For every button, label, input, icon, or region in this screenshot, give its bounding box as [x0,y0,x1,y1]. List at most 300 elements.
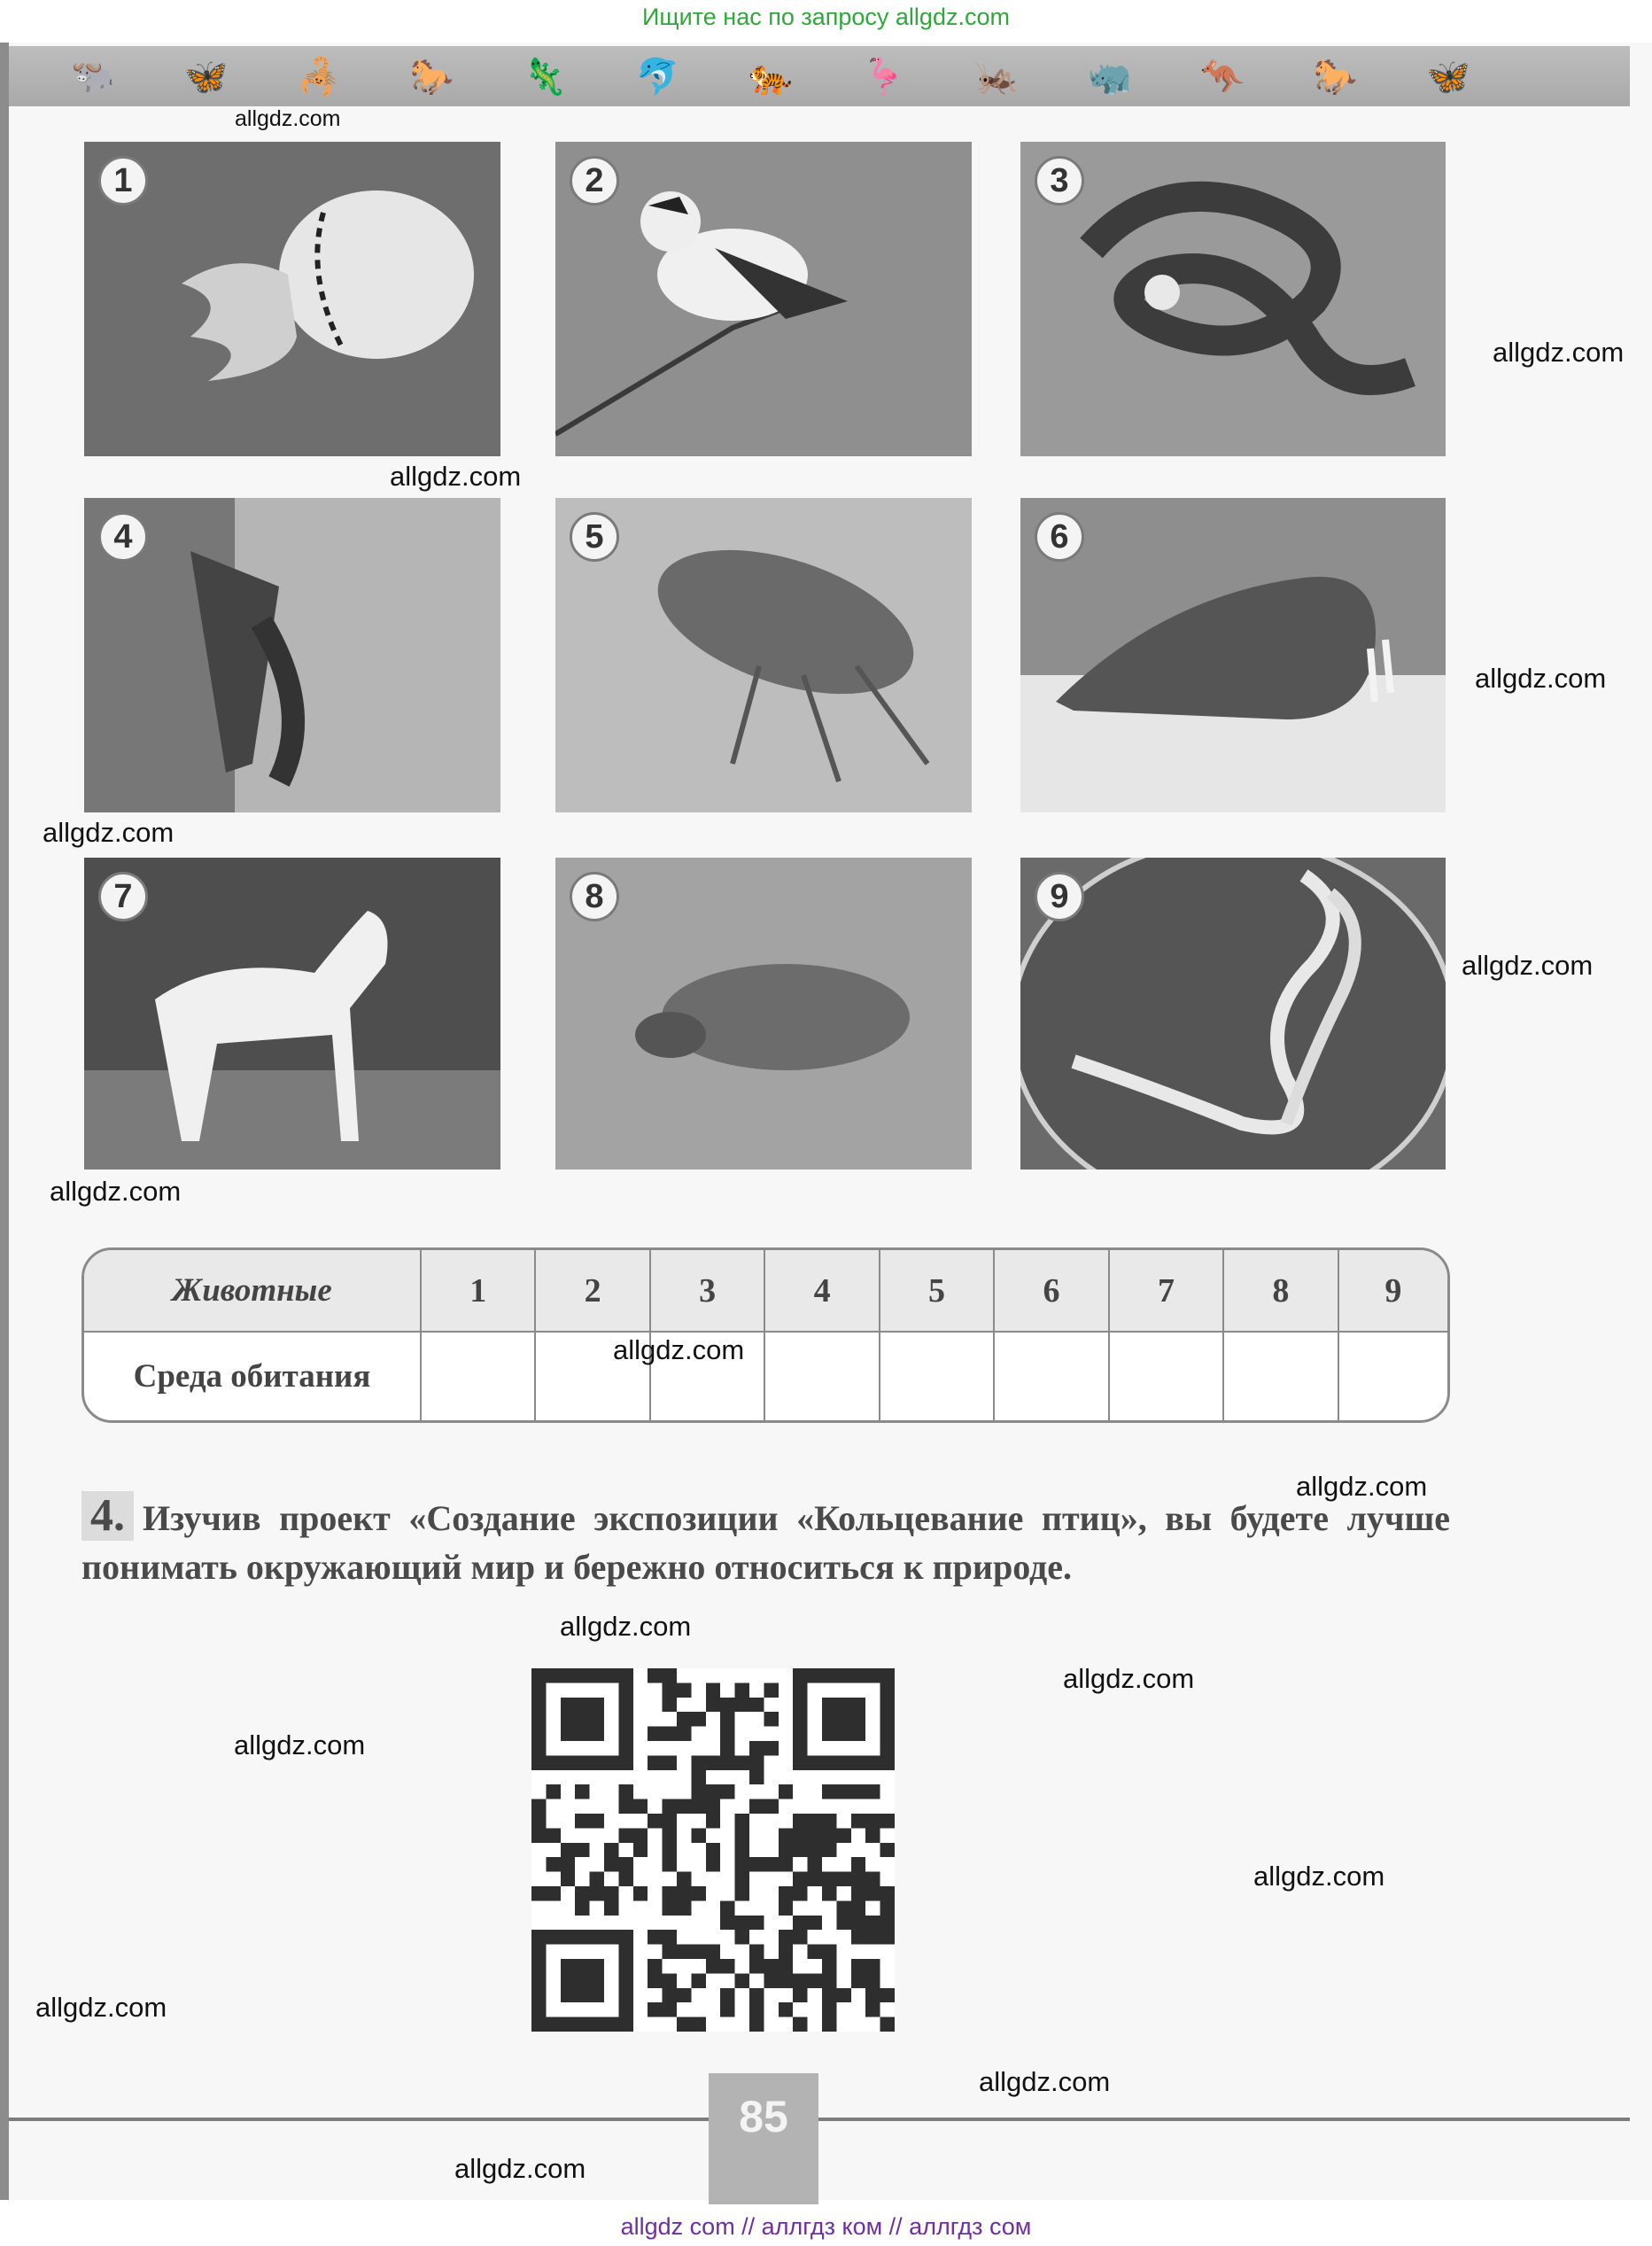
photo-number-badge: 8 [570,872,619,921]
qr-module [865,1668,880,1683]
qr-module [851,1727,865,1741]
qr-module [808,1945,822,1959]
qr-module [851,1668,865,1683]
qr-module [779,1857,793,1871]
qr-module [575,1900,589,1915]
qr-module [749,2002,764,2017]
qr-module [618,2002,632,2017]
qr-module [618,2017,632,2032]
bat-image [84,498,500,812]
qr-module [822,1668,836,1683]
answer-cell[interactable] [764,1332,879,1420]
qr-module [749,1857,764,1871]
qr-module [851,1857,865,1871]
qr-module [604,1886,618,1900]
watermark: allgdz.com [454,2153,586,2184]
qr-module [590,1872,604,1886]
qr-module [735,1828,749,1842]
qr-module [677,1945,691,1959]
qr-module [677,1988,691,2002]
qr-module [865,1988,880,2002]
qr-module [546,1668,560,1683]
qr-module [808,1916,822,1930]
qr-module [677,1727,691,1741]
qr-module [720,1741,734,1755]
qr-module [793,1755,807,1769]
qr-module [735,1930,749,1944]
qr-module [706,1799,720,1814]
qr-module [836,1727,850,1741]
qr-module [531,1828,546,1842]
qr-module [618,1973,632,1987]
qr-module [575,1886,589,1900]
task-number: 4. [81,1491,134,1541]
photo-number-badge: 1 [98,156,148,206]
qr-module [706,1843,720,1857]
photo-7-dog [84,858,500,1170]
qr-module [779,1930,793,1944]
qr-module [822,1945,836,1959]
answer-cell[interactable] [1109,1332,1223,1420]
qr-module [706,1814,720,1828]
qr-module [793,1698,807,1712]
qr-module [880,1683,895,1697]
qr-module [851,1872,865,1886]
qr-module [720,1916,734,1930]
qr-module [648,1727,662,1741]
qr-module [822,1872,836,1886]
qr-module [633,1828,648,1842]
watermark: allgdz.com [1063,1663,1195,1694]
qr-module [561,1843,575,1857]
qr-module [836,1755,850,1769]
qr-module [691,1755,705,1769]
qr-module [836,1988,850,2002]
qr-module [531,1959,546,1973]
qr-module [648,2002,662,2017]
qr-module [618,1755,632,1769]
qr-module [590,2017,604,2032]
qr-module [691,1945,705,1959]
qr-module [648,1959,662,1973]
qr-module [880,1741,895,1755]
header-animal-icons [71,55,1470,99]
qr-module [663,1843,677,1857]
page-edge [0,43,9,2200]
qr-module [575,1959,589,1973]
qr-code[interactable] [531,1668,895,2032]
bison-icon: 🐃 [71,58,115,97]
photo-2-bird [555,142,972,456]
qr-module [793,1712,807,1726]
top-banner[interactable]: Ищите нас по запросу allgdz.com [642,4,1010,30]
qr-module [706,1945,720,1959]
qr-module [808,1828,822,1842]
scorpion-icon: 🦂 [297,58,341,97]
qr-module [648,1814,662,1828]
watermark: allgdz.com [1462,950,1594,981]
qr-module [749,1755,764,1769]
qr-module [779,1973,793,1987]
qr-module [531,1945,546,1959]
kangaroo-icon: 🦘 [1200,58,1245,97]
qr-module [779,1945,793,1959]
qr-module [749,1959,764,1973]
qr-module [865,1872,880,1886]
qr-module [691,1770,705,1784]
photo-number-badge: 5 [570,512,619,562]
qr-module [575,1784,589,1799]
qr-module [575,1814,589,1828]
qr-module [880,1755,895,1769]
qr-module [735,1843,749,1857]
qr-module [735,1916,749,1930]
footer-rule [9,2118,1630,2121]
photo-number-badge: 4 [98,512,148,562]
qr-module [749,1698,764,1712]
qr-module [590,1814,604,1828]
qr-module [663,1945,677,1959]
qr-module [561,1973,575,1987]
horse-icon: 🐎 [409,58,454,97]
flea-image [555,498,972,812]
qr-module [561,1727,575,1741]
qr-module [836,1712,850,1726]
qr-module [865,1916,880,1930]
qr-module [793,1843,807,1857]
qr-module [808,1814,822,1828]
qr-module [793,1814,807,1828]
qr-module [590,1973,604,1987]
qr-module [779,2002,793,2017]
qr-module [749,1945,764,1959]
qr-module [648,1668,662,1683]
column-header: 6 [994,1250,1108,1332]
photo-8-mole [555,858,972,1170]
qr-module [880,1843,895,1857]
photo-9-worms [1020,858,1446,1170]
qr-module [590,1698,604,1712]
qr-module [808,1857,822,1871]
qr-code-image [531,1668,895,2032]
qr-module [720,2002,734,2017]
watermark: allgdz.com [234,1729,366,1760]
qr-module [822,1755,836,1769]
qr-module [749,1799,764,1814]
photo-number-badge: 2 [570,156,619,206]
qr-module [575,1668,589,1683]
qr-module [720,1712,734,1726]
qr-module [604,1755,618,1769]
qr-module [663,1698,677,1712]
watermark: allgdz.com [1296,1471,1428,1502]
qr-module [749,1741,764,1755]
qr-module [561,2017,575,2032]
qr-module [822,1814,836,1828]
qr-module [779,1828,793,1842]
qr-module [764,1683,778,1697]
qr-module [735,1698,749,1712]
column-header: 1 [421,1250,535,1332]
qr-module [590,1886,604,1900]
qr-module [677,1683,691,1697]
qr-module [531,1814,546,1828]
qr-module [793,1886,807,1900]
qr-module [663,2002,677,2017]
qr-module [531,1930,546,1944]
watermark: allgdz.com [613,1334,745,1365]
qr-module [561,1755,575,1769]
bird-image [555,142,972,456]
qr-module [618,1828,632,1842]
qr-module [618,1668,632,1683]
qr-module [677,1799,691,1814]
qr-module [546,1886,560,1900]
qr-module [677,1900,691,1915]
qr-module [720,1698,734,1712]
habitat-header: Среда обитания [84,1332,421,1420]
qr-module [822,1886,836,1900]
qr-module [836,1916,850,1930]
qr-module [720,1959,734,1973]
watermark: allgdz.com [390,461,522,492]
qr-module [531,1712,546,1726]
qr-module [531,1988,546,2002]
rhino-icon: 🦏 [1087,58,1132,97]
qr-module [648,1930,662,1944]
photo-number-badge: 9 [1035,872,1084,921]
butterfly-icon: 🦋 [183,58,229,97]
qr-module [663,1857,677,1871]
photo-1-jellyfish [84,142,500,456]
qr-module [691,1799,705,1814]
snake-image [1020,142,1446,456]
qr-module [691,1828,705,1842]
qr-module [663,1668,677,1683]
qr-module [851,1930,865,1944]
tiger-icon: 🐅 [748,58,793,97]
qr-module [531,1698,546,1712]
task-4 [81,1491,1450,1591]
qr-module [590,1712,604,1726]
qr-module [720,1755,734,1769]
column-header: 3 [650,1250,764,1332]
qr-module [546,2017,560,2032]
qr-module [880,1727,895,1741]
qr-module [561,1872,575,1886]
qr-module [865,1828,880,1842]
qr-module [531,1683,546,1697]
photo-number-badge: 7 [98,872,148,921]
qr-module [604,2017,618,2032]
qr-module [880,1698,895,1712]
qr-module [546,1828,560,1842]
dolphin-icon: 🐬 [635,58,680,97]
qr-module [720,1727,734,1741]
qr-module [575,1727,589,1741]
answer-cell[interactable] [880,1332,994,1420]
qr-module [764,1799,778,1814]
qr-module [663,1683,677,1697]
qr-module [663,1930,677,1944]
qr-module [677,1872,691,1886]
qr-module [604,1668,618,1683]
qr-module [836,1872,850,1886]
qr-module [706,1683,720,1697]
qr-module [851,1814,865,1828]
qr-module [851,1698,865,1712]
qr-module [735,1973,749,1987]
qr-module [793,1741,807,1755]
running-horse-icon: 🐎 [1313,58,1358,97]
photo-3-snake [1020,142,1446,456]
qr-module [880,1886,895,1900]
qr-module [604,1900,618,1915]
qr-module [531,2017,546,2032]
qr-module [663,1814,677,1828]
qr-module [531,1668,546,1683]
qr-module [793,1916,807,1930]
photo-number-badge: 3 [1035,156,1084,206]
qr-module [575,1712,589,1726]
qr-module [779,1784,793,1799]
qr-module [663,1973,677,1987]
qr-module [793,1828,807,1842]
qr-module [735,1755,749,1769]
qr-module [706,1857,720,1871]
walrus-image [1020,498,1446,812]
qr-module [851,1784,865,1799]
qr-module [822,1727,836,1741]
qr-module [706,1755,720,1769]
qr-module [764,1959,778,1973]
qr-module [808,1973,822,1987]
qr-module [575,1973,589,1987]
qr-module [880,1712,895,1726]
qr-module [764,1712,778,1726]
qr-module [836,1828,850,1842]
qr-module [779,1843,793,1857]
qr-module [604,1857,618,1871]
qr-module [793,1668,807,1683]
qr-module [720,1900,734,1915]
answer-cell[interactable] [994,1332,1108,1420]
qr-module [561,1857,575,1871]
qr-module [865,1930,880,1944]
qr-module [880,2017,895,2032]
qr-module [822,1843,836,1857]
qr-module [735,1872,749,1886]
qr-module [793,1988,807,2002]
qr-module [822,1698,836,1712]
watermark: allgdz.com [235,106,341,131]
qr-module [531,1741,546,1755]
qr-module [561,1712,575,1726]
qr-module [880,1988,895,2002]
qr-module [648,1755,662,1769]
table-header-row [84,1250,1447,1332]
qr-module [836,1900,850,1915]
watermark: allgdz.com [43,817,175,848]
qr-module [808,1872,822,1886]
qr-module [793,1683,807,1697]
footer-links[interactable]: allgdz com // аллгдз ком // аллгдз сом [620,2213,1032,2240]
qr-module [618,1741,632,1755]
qr-module [735,1886,749,1900]
qr-module [575,1930,589,1944]
qr-module [618,1712,632,1726]
qr-module [793,1930,807,1944]
photo-4-bat [84,498,500,812]
column-header: 5 [880,1250,994,1332]
qr-module [590,1959,604,1973]
qr-module [822,2002,836,2017]
photo-6-walrus [1020,498,1446,812]
photo-number-badge: 6 [1035,512,1084,562]
qr-module [575,1698,589,1712]
column-header: 2 [535,1250,649,1332]
answer-cell[interactable] [1223,1332,1338,1420]
qr-module [590,1727,604,1741]
qr-module [618,1698,632,1712]
qr-module [851,1959,865,1973]
watermark: allgdz.com [50,1176,182,1207]
qr-module [822,1828,836,1842]
qr-module [618,1727,632,1741]
answer-cell[interactable] [421,1332,535,1420]
qr-module [618,1683,632,1697]
qr-module [575,1988,589,2002]
qr-module [706,1784,720,1799]
qr-module [546,1755,560,1769]
qr-module [691,1886,705,1900]
qr-module [590,1668,604,1683]
qr-module [822,1959,836,1973]
qr-module [561,1959,575,1973]
qr-module [677,1886,691,1900]
qr-module [546,1857,560,1871]
dragonfly-icon: 🦗 [974,58,1019,97]
qr-module [618,1930,632,1944]
qr-module [531,2002,546,2017]
heron-icon: 🦩 [861,58,906,97]
watermark: allgdz.com [979,2066,1111,2097]
qr-module [808,1668,822,1683]
qr-module [691,2017,705,2032]
column-header: 4 [764,1250,879,1332]
qr-module [531,1755,546,1769]
qr-module [822,2017,836,2032]
qr-module [865,1959,880,1973]
qr-module [851,1755,865,1769]
qr-module [546,1784,560,1799]
watermark: allgdz.com [560,1611,692,1642]
column-header: 8 [1223,1250,1338,1332]
qr-module [779,1886,793,1900]
qr-module [880,1916,895,1930]
qr-module [749,1988,764,2002]
answer-cell[interactable] [1338,1332,1447,1420]
habitat-row [84,1332,1447,1420]
qr-module [749,1916,764,1930]
qr-module [590,1755,604,1769]
task-text: Изучив проект «Создание экспозиции «Кольцевание птиц», вы будете лучше понимать окружающий мир и бережно относиться к природе. [81,1498,1450,1587]
qr-module [618,1959,632,1973]
qr-module [793,1727,807,1741]
watermark: allgdz.com [1475,663,1607,694]
qr-module [764,1857,778,1871]
qr-module [575,2017,589,2032]
